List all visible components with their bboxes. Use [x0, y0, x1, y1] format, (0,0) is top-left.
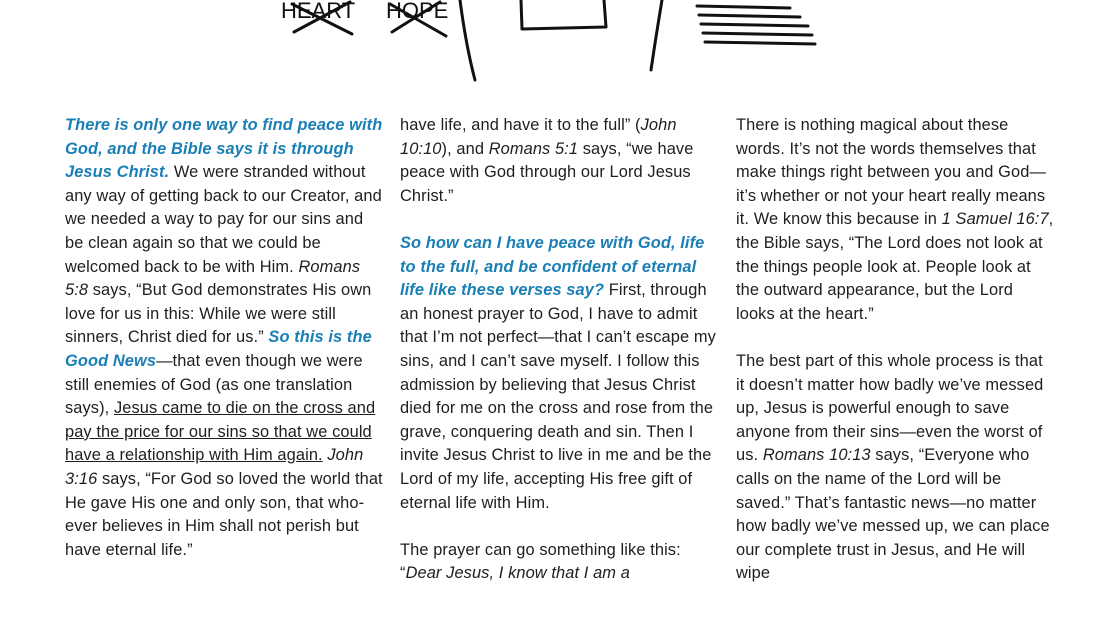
body-text: , the Bible says, “The Lord does not look at the things people look at. People look at the outward appearance, but the Lord looks at the heart.” [736, 210, 1054, 323]
scripture-reference: John 10:10 [400, 116, 677, 158]
paragraph [65, 114, 383, 562]
scripture-reference: Romans 10:13 [762, 446, 871, 465]
sketch-stroke-right [651, 0, 662, 70]
lead-highlight: There is only one way to find peace with God, and the Bible says it is through Jesus Christ. [65, 116, 383, 182]
body-text: First, through an honest prayer to God, I have to admit that I’m not perfect—that I can’t escape my sins, and I can’t save myself. I follow this admission by believing that Jesus Christ died for me on the cross and rose from the grave, conquering death and sin. Then I invite Jesus Christ to live in me and be the Lord of my life, accepting His free gift of eternal life with Him. [400, 281, 716, 512]
lead-highlight: So how can I have peace with God, life to the full, and be confident of eternal life like these verses say? [400, 233, 705, 300]
body-text: have life, and have it to the full” ( [400, 116, 641, 134]
body-text: There is nothing magical about these words. It’s not the words themselves that make things right between you and God—it’s whether or not your heart really means it. We know this because in [736, 116, 1046, 229]
scripture-reference: 1 Samuel 16:7 [941, 210, 1049, 229]
paragraph [400, 539, 718, 586]
sketch-curve-left [460, 0, 475, 80]
scripture-reference: John 3:16 [65, 446, 364, 488]
sketch-box [521, 0, 606, 29]
body-text: We were stranded without any way of getting back to our Creator, and we needed a way to pay for our sins and be clean again so that we could be welcomed back to be with Him. [65, 163, 382, 276]
sketch-word-heart: HEART [281, 0, 356, 23]
body-text: says, “we have peace with God through our Lord Jesus Christ.” [400, 139, 694, 205]
text-column-3 [736, 114, 1054, 609]
paragraph [736, 114, 1054, 326]
underlined-text: Jesus came to die on the cross and pay the price for our sins so that we could have a relationship with Him again. [65, 399, 376, 465]
text-column-1 [65, 114, 383, 586]
paragraph [400, 232, 718, 515]
sketch-word-hope: HOPE [386, 0, 449, 23]
scripture-reference: Romans 5:8 [65, 257, 361, 300]
body-text: ), and [441, 139, 489, 158]
body-text: says, “Everyone who calls on the name of the Lord will be saved.” That’s fantastic news—no matter how badly we’ve messed up, we can place our complete trust in Jesus, and He will wipe [736, 446, 1050, 583]
body-text: says, “For God so loved the world that He gave His one and only son, that whoever believes in Him shall not perish but have eternal life.” [65, 469, 383, 559]
paragraph [736, 350, 1054, 586]
lead-highlight: So this is the Good News [65, 328, 372, 370]
body-text: The best part of this whole process is that it doesn’t matter how badly we’ve messed up, Jesus is powerful enough to save anyone from their sins—even the worst of us. [736, 351, 1044, 465]
body-text: says, “But God demonstrates His own love for us in this: While we were still sinners, Christ died for us.” [65, 281, 372, 347]
prayer-italic-text: Dear Jesus, I know that I am a [405, 564, 630, 583]
paragraph [400, 114, 718, 208]
scripture-reference: Romans 5:1 [488, 139, 579, 158]
sketch-illustration [0, 0, 1110, 90]
body-text: The prayer can go something like this: “ [400, 540, 681, 583]
body-text: —that even though we were still enemies of God (as one translation says), [65, 351, 363, 418]
text-column-2 [400, 114, 718, 609]
sketch-text-lines [697, 6, 815, 44]
